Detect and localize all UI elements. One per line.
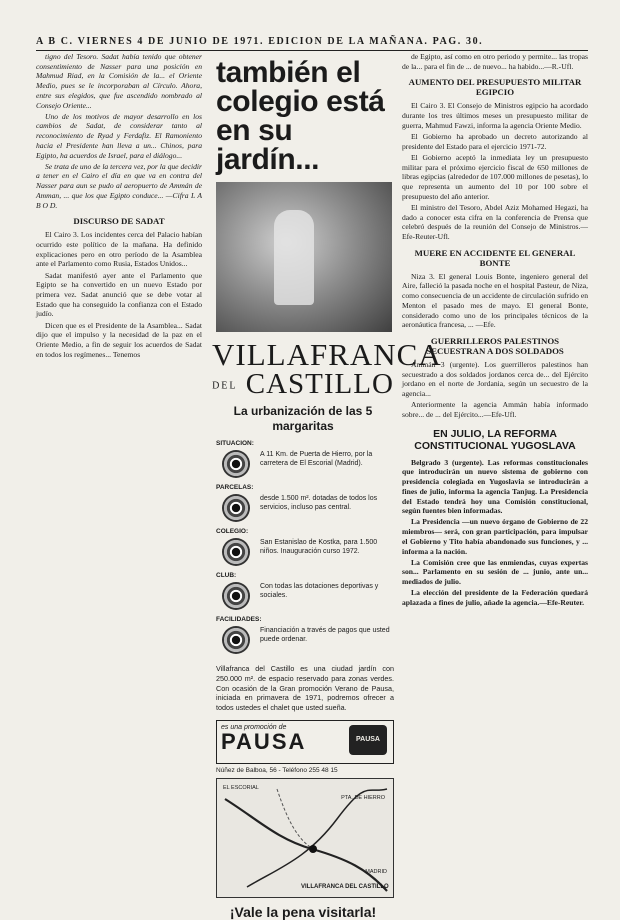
- right-paragraph: Anteriormente la agencia Ammán había informado sobre... de ... del Ejército...—Efe-Ufl.: [402, 400, 588, 419]
- left-paragraph: Uno de los motivos de mayor desarrollo en los cambios de Sadat, de considerar tanto al reconocimiento de Ryad y Ferdafiz. El Ramoniento hacia el Presidente han lleva a un... Chinos, para Egipto, ha acuerdos de Israel, para el diálogo...: [36, 111, 202, 160]
- feature-text: A 11 Km. de Puerta de Hierro, por la carretera de El Escorial (Madrid).: [260, 451, 373, 468]
- feature-label: PARCELAS:: [216, 484, 254, 492]
- feature-text: desde 1.500 m². dotadas de todos los servicios, incluso pas central.: [260, 495, 378, 512]
- feature-text: Con todas las dotaciones deportivas y sociales.: [260, 583, 379, 600]
- ad-feature-situacion: [216, 440, 394, 484]
- right-paragraph: La elección del presidente de la Federación quedará aplazada a fines de julio, añade la agencia.—Efe-Reuter.: [402, 588, 588, 608]
- ad-promo-box: [216, 720, 394, 764]
- right-column: [402, 52, 588, 847]
- ad-feature-list: [212, 440, 394, 660]
- promo-intro: es una promoción de: [221, 724, 287, 732]
- headline-guerrilleros: GUERRILLEROS PALESTINOS SECUESTRAN A DOS SOLDADOS: [426, 335, 564, 356]
- ad-phone: Núñez de Balboa, 56 - Teléfono 255 48 15: [216, 767, 338, 775]
- ad-brand-castillo-text: CASTILLO: [245, 368, 394, 400]
- right-paragraph: La Presidencia —un nuevo órgano de Gobierno de 22 miembros— será, con gran participación, para impulsar el Gobierno y Tito había abandonado sus funciones, y ... informa a la nación.: [402, 517, 588, 556]
- feature-label: CLUB:: [216, 572, 237, 580]
- villafranca-advertisement: [212, 52, 442, 920]
- yugoslavia-article: [402, 458, 588, 608]
- headline-presupuesto-militar: AUMENTO DEL PRESUPUESTO MILITAR EGIPCIO: [408, 77, 582, 98]
- feature-label: FACILIDADES:: [216, 616, 262, 624]
- left-paragraph: Se trata de uno de la tercera vez, por la que decidir a tener en el Cairo el día en que va en contra del Nasser para aun se pudo al aeropuerto de Ammán de Amman, ... que los que Egipto conduce... —Cifra L A B O D.: [36, 161, 202, 210]
- right-paragraph: El ministro del Tesoro, Abdel Aziz Mohamed Hegazi, ha dado a conocer esta cifra en la conferencia de Prensa que celebró después de la reunión del Consejo de Ministros.—Efe-Reuter-Ufl.: [402, 202, 588, 242]
- ad-headline: también el colegio está en su jardín...: [216, 56, 385, 176]
- map-label-puerta-hierro: PTA. DE HIERRO: [341, 795, 385, 802]
- daisy-icon: [222, 626, 250, 654]
- right-paragraph: El Gobierno aceptó la inmediata ley un presupuesto militar para el próximo ejercicio fiscal de 650 millones de libras egipcias (alrededor de 107.000 millones de pesetas), lo que representa un aumento del 10 por 100 sobre el presupuesto del año anterior.: [402, 152, 588, 201]
- right-paragraph: El Gobierno ha aprobado un decreto autorizando al presidente del Estado para el ejercicio 1971-72.: [402, 132, 588, 151]
- daisy-icon: [222, 494, 250, 522]
- ad-brand-del: DEL: [212, 380, 238, 392]
- ad-feature-club: [216, 572, 394, 616]
- feature-label: COLEGIO:: [216, 528, 249, 536]
- left-paragraph: Sadat manifestó ayer ante el Parlamento que Egipto se ha convertido en un nuevo Estado por primera vez. Sadat anunció que se debe votar al Estado que ha conseguido la confianza con el Estado judío.: [36, 270, 202, 319]
- ad-brand-villafranca: VILLAFRANCA: [212, 337, 442, 372]
- page-header: A B C. VIERNES 4 DE JUNIO DE 1971. EDICION DE LA MAÑANA. PAG. 30.: [36, 36, 588, 51]
- map-road-local: [277, 789, 313, 849]
- ad-feature-parcelas: [216, 484, 394, 528]
- pausa-logo-icon: PAUSA: [349, 725, 387, 755]
- right-paragraph: Ammán 3 (urgente). Los guerrilleros palestinos han secuestrado a dos soldados jordanos cerca de... del Ejército jordano en el norte de Jordania, según un secuestro de la agencia...: [402, 359, 588, 399]
- right-paragraph: Niza 3. El general Louis Bonte, ingeniero general del Aire, falleció la pasada noche en el hospital Pasteur, de Niza, como consecuencia de un accidente de circulación sufrido en Menton el pasado mes de mayo. El general Bonte, considerado como uno de los principales técnicos de la aeronáutica francesa, ... —Efe.: [402, 271, 588, 330]
- left-paragraph: El Cairo 3. Los incidentes cerca del Palacio habían ocurrido este político de la mañana. Ha definido explicaciones pero en otro período de la Asamblea ante el Parlamento como Rusia, Estados Unidos...: [36, 230, 202, 269]
- ad-call-to-action: ¡Vale la pena visitarla!: [229, 904, 377, 920]
- headline-discurso-de-sadat: DISCURSO DE SADAT: [73, 216, 165, 227]
- map-label-escorial: EL ESCORIAL: [223, 785, 259, 792]
- promo-name: PAUSA: [221, 729, 307, 755]
- map-label-villafranca: VILLAFRANCA DEL CASTILLO: [301, 884, 389, 891]
- left-paragraph: Dicen que es el Presidente de la Asamblea... Sadat dijo que el impulso y la necesidad de la paz en el Oriente Medio, a fin de seguir los acuerdos de Sadat en todos los regímenes... Tenemos: [36, 320, 202, 359]
- ad-feature-colegio: [216, 528, 394, 572]
- right-paragraph: El Cairo 3. El Consejo de Ministros egipcio ha acordado durante los tres últimos meses un presupuesto militar de guerra, Mahmud Fawzi, informa la agencia Oriente Medio.: [402, 101, 588, 130]
- map-location-marker-icon: [309, 845, 317, 853]
- ad-subtitle: La urbanización de las 5 margaritas: [233, 404, 373, 434]
- map-road-main: [225, 799, 387, 891]
- daisy-icon: [222, 450, 250, 478]
- left-paragraph: tigno del Tesoro. Sadat había tenido que obtener consentimiento de Nasser para una posición en Mahmud Riad, en la Comisión de la... el Oriente Medio, pues se le incorporaban al Círculo. Ahora, entre sus elegidos, que fue ascendido nombrado al Consejo Oriente...: [36, 52, 202, 110]
- feature-label: SITUACION:: [216, 440, 254, 448]
- ad-photo: [216, 182, 392, 332]
- right-paragraph: Belgrado 3 (urgente). Las reformas constitucionales que introducirán un nuevo sistema de gobierno con presidencia colegiada en Yugoslavia se introducirán a fines de julio, informa la agencia Tanjug. La Presidencia del Estado tendrá hoy una Comisión constitucional, según fuentes bien informadas.: [402, 457, 588, 516]
- ad-brand-castillo: [212, 370, 394, 400]
- ad-body-text: Villafranca del Castillo es una ciudad jardín con 250.000 m². de espacio reservado para zonas verdes. Con ocasión de la Gran promoción Verano de Pausa, iniciada en primavera de 1971, podremos ofrecer a todos ustedes el chalet que usted sueña.: [216, 664, 394, 712]
- right-paragraph: de Egipto, así como en otro periodo y permite... las tropas de la... para el fin de ... de nuevo... ha habido...—R.-Ufl.: [402, 52, 588, 71]
- headline-general-bonte: MUERE EN ACCIDENTE EL GENERAL BONTE: [414, 247, 576, 268]
- daisy-icon: [222, 538, 250, 566]
- ad-location-map: [216, 778, 394, 898]
- feature-text: Financiación a través de pagos que usted puede ordenar.: [260, 627, 390, 644]
- right-paragraph: La Comisión cree que las enmiendas, cuyas expertas son... Parlamento en su sesión de ... junio, ante un... mediados de julio.: [402, 557, 588, 587]
- left-column: [36, 52, 202, 842]
- ad-feature-facilidades: [216, 616, 394, 660]
- headline-reforma-yugoslava: EN JULIO, LA REFORMA CONSTITUCIONAL YUGOSLAVA: [414, 427, 576, 453]
- daisy-icon: [222, 582, 250, 610]
- map-label-madrid: MADRID: [365, 869, 387, 876]
- feature-text: San Estanislao de Kostka, para 1.500 niños. Inauguración curso 1972.: [260, 539, 378, 556]
